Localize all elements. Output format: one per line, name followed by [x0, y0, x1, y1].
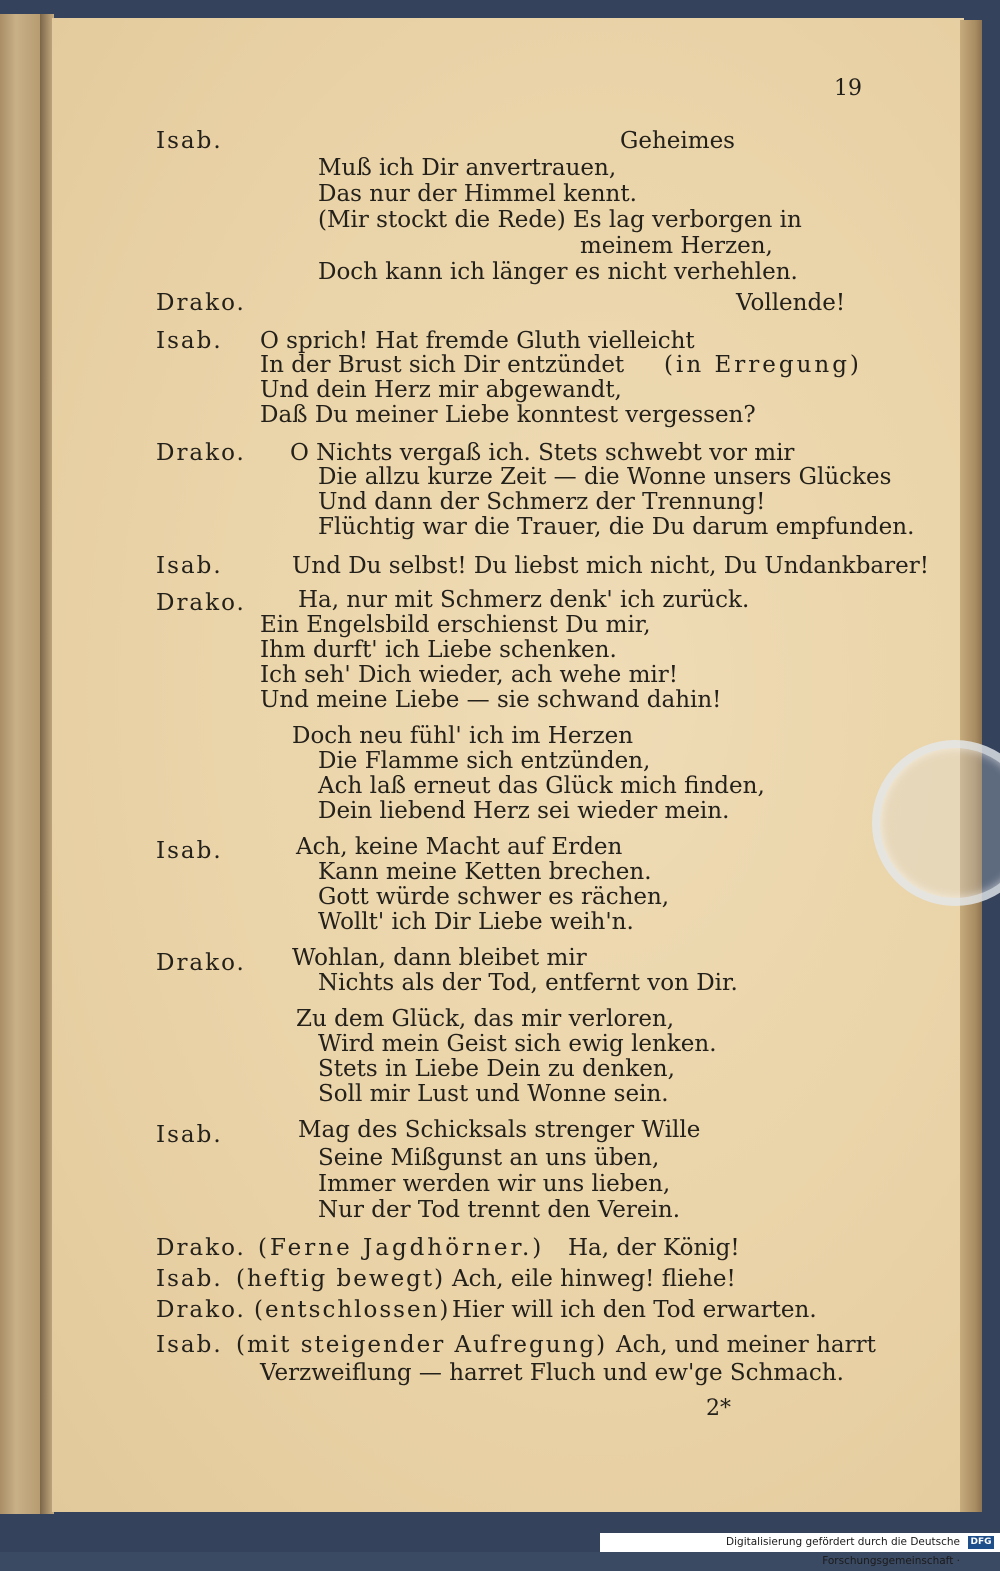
speaker-label: Isab.: [156, 328, 223, 354]
verse-line: Und Du selbst! Du liebst mich nicht, Du Undankbarer!: [292, 553, 929, 579]
dfg-logo: DFG: [968, 1536, 994, 1549]
speaker-label: Isab.: [156, 1266, 223, 1292]
verse-line: Ein Engelsbild erschienst Du mir,: [260, 612, 651, 638]
speaker-label: Drako.: [156, 1235, 246, 1261]
verse-line: Ach, eile hinweg! fliehe!: [452, 1266, 736, 1292]
speaker-label: Drako.: [156, 290, 246, 316]
verse-line: Wohlan, dann bleibet mir: [292, 945, 587, 971]
verse-line: Muß ich Dir anvertrauen,: [318, 155, 617, 181]
verse-line: Und meine Liebe — sie schwand dahin!: [260, 687, 722, 713]
page-number: 19: [834, 76, 862, 101]
verse-line: Soll mir Lust und Wonne sein.: [318, 1081, 669, 1107]
verse-line: Stets in Liebe Dein zu denken,: [318, 1056, 675, 1082]
verse-line: Ach laß erneut das Glück mich finden,: [318, 773, 765, 799]
verse-line: Zu dem Glück, das mir verloren,: [296, 1006, 675, 1032]
verse-line: Das nur der Himmel kennt.: [318, 181, 637, 207]
stage-direction: (mit steigender Aufregung): [236, 1332, 608, 1358]
verse-line: Gott würde schwer es rächen,: [318, 884, 670, 910]
verse-line: Geheimes: [620, 128, 735, 154]
verse-line: Flüchtig war die Trauer, die Du darum empfunden.: [318, 514, 915, 540]
verse-line: Vollende!: [736, 290, 846, 316]
verse-line: Und dein Herz mir abgewandt,: [260, 377, 622, 403]
signature-mark: 2*: [706, 1396, 731, 1421]
verse-line: Doch neu fühl' ich im Herzen: [292, 723, 634, 749]
verse-line: Doch kann ich länger es nicht verhehlen.: [318, 259, 798, 285]
verse-line: Ach, und meiner harrt: [616, 1332, 876, 1358]
stage-direction: (entschlossen): [254, 1297, 451, 1323]
verse-line: Ach, keine Macht auf Erden: [296, 834, 623, 860]
stage-direction: (in Erregung): [664, 352, 862, 378]
verse-line: Nur der Tod trennt den Verein.: [318, 1197, 681, 1223]
verse-line: Mag des Schicksals strenger Wille: [298, 1117, 701, 1143]
verse-line: Ha, nur mit Schmerz denk' ich zurück.: [298, 587, 750, 613]
digitization-credit: Digitalisierung gefördert durch die Deutsche Forschungsgemeinschaft ·: [600, 1533, 1000, 1552]
verse-line: Dein liebend Herz sei wieder mein.: [318, 798, 730, 824]
verse-line: Und dann der Schmerz der Trennung!: [318, 489, 766, 515]
speaker-label: Isab.: [156, 1122, 223, 1148]
verse-line: In der Brust sich Dir entzündet: [260, 352, 625, 378]
stage-direction: (heftig bewegt): [236, 1266, 446, 1292]
speaker-label: Drako.: [156, 950, 246, 976]
speaker-label: Isab.: [156, 838, 223, 864]
speaker-label: Drako.: [156, 1297, 246, 1323]
verse-line: Wird mein Geist sich ewig lenken.: [318, 1031, 717, 1057]
verse-line: Seine Mißgunst an uns üben,: [318, 1145, 660, 1171]
speaker-label: Isab.: [156, 553, 223, 579]
verse-line: Ich seh' Dich wieder, ach wehe mir!: [260, 662, 678, 688]
verse-line: Die allzu kurze Zeit — die Wonne unsers Glückes: [318, 464, 892, 490]
facing-page-edge: [0, 14, 40, 1514]
verse-line: O Nichts vergaß ich. Stets schwebt vor mir: [290, 440, 795, 466]
speaker-label: Isab.: [156, 128, 223, 154]
verse-line: Wollt' ich Dir Liebe weih'n.: [318, 909, 634, 935]
verse-line: Immer werden wir uns lieben,: [318, 1171, 671, 1197]
verse-line: O sprich! Hat fremde Gluth vielleicht: [260, 328, 695, 354]
verse-line: (Mir stockt die Rede) Es lag verborgen in: [318, 207, 802, 233]
stage-direction: (Ferne Jagdhörner.): [258, 1235, 545, 1261]
speaker-label: Drako.: [156, 440, 246, 466]
verse-line: Nichts als der Tod, entfernt von Dir.: [318, 970, 738, 996]
speaker-label: Drako.: [156, 590, 246, 616]
verse-line: Ihm durft' ich Liebe schenken.: [260, 637, 617, 663]
verse-line: meinem Herzen,: [580, 233, 773, 259]
speaker-label: Isab.: [156, 1332, 223, 1358]
verse-line: Ha, der König!: [568, 1235, 740, 1261]
verse-line: Kann meine Ketten brechen.: [318, 859, 652, 885]
verse-line: Verzweiflung — harret Fluch und ew'ge Schmach.: [260, 1360, 844, 1386]
verse-line: Hier will ich den Tod erwarten.: [452, 1297, 817, 1323]
verse-line: Daß Du meiner Liebe konntest vergessen?: [260, 402, 756, 428]
verse-line: Die Flamme sich entzünden,: [318, 748, 651, 774]
